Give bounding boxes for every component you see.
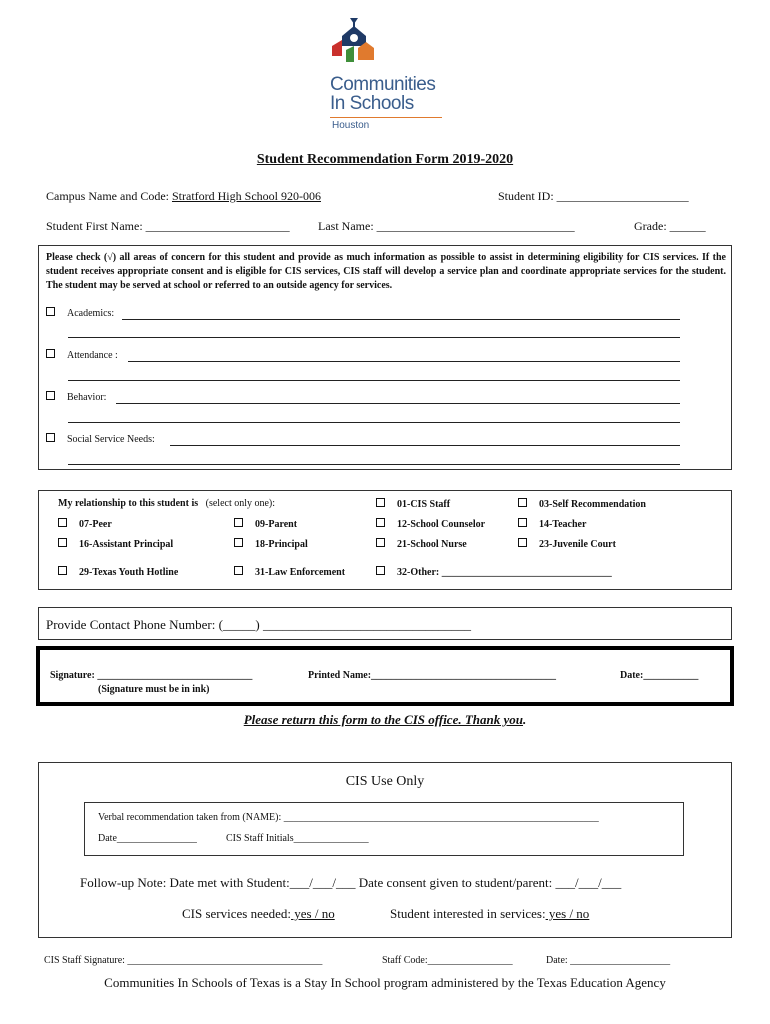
academics-line-2[interactable] [68,337,680,338]
option-label: 16-Assistant Principal [79,539,174,550]
option-label: 07-Peer [79,519,112,530]
cis-use-title: CIS Use Only [345,774,425,789]
verbal-recommendation-field[interactable]: Verbal recommendation taken from (NAME): _______________________________________________________________ [98,812,599,823]
return-note-text: Please return this form to the CIS office. Thank you [243,712,524,727]
cis-date-field[interactable]: Date________________ [98,833,197,844]
logo-mark-icon [328,16,378,64]
return-note-period: . [523,712,527,727]
attendance-line-2[interactable] [68,380,680,381]
option-label: 09-Parent [255,519,298,530]
social-service-line-1[interactable] [170,445,680,446]
academics-checkbox[interactable] [46,307,55,316]
option-label: 29-Texas Youth Hotline [79,567,179,578]
option-09-parent[interactable] [234,518,297,530]
checkbox-icon[interactable] [376,498,385,507]
concern-behavior[interactable] [46,391,106,403]
student-interested-value[interactable]: yes / no [545,906,590,921]
option-01-cis-staff[interactable] [376,498,450,510]
instructions-text: Please check (√) all areas of concern for this student and provide as much information as possible to assist in determining eligibility for CIS services. If the student receives appropriate consent and is eligible for CIS services, CIS staff will develop a service plan and coordinate appropriate services for the student. The student may be served at school or referred to an outside agency for services. [46,252,726,291]
logo-line2: In Schools [330,93,414,114]
option-12-counselor[interactable] [376,518,485,530]
checkbox-icon[interactable] [58,566,67,575]
behavior-line-2[interactable] [68,422,680,423]
footer-tagline: Communities In Schools of Texas is a Stay In School program administered by the Texas Education Agency [104,975,666,990]
student-id-field[interactable]: Student ID: ______________________ [498,189,689,203]
footer-date-field[interactable]: Date: ____________________ [546,955,671,966]
relationship-prompt [58,498,275,509]
option-31-law-enforcement[interactable] [234,566,345,578]
logo-rule [330,117,442,118]
behavior-line-1[interactable] [116,403,680,404]
option-14-teacher[interactable] [518,518,586,530]
concern-social-service[interactable] [46,433,155,445]
checkbox-icon[interactable] [234,518,243,527]
checkbox-icon[interactable] [518,518,527,527]
concern-label: Social Service Needs: [67,434,155,445]
staff-signature-field[interactable]: CIS Staff Signature: _______________________________________ [44,955,323,966]
cis-initials-field[interactable]: CIS Staff Initials_______________ [226,833,369,844]
checkbox-icon[interactable] [376,518,385,527]
last-name-field[interactable]: Last Name: _________________________________ [318,219,575,233]
grade-field[interactable]: Grade: ______ [634,219,706,233]
checkbox-icon[interactable] [376,566,385,575]
student-interested-label: Student interested in services: [390,906,546,921]
relationship-prompt-text: My relationship to this student is [58,498,199,509]
signature-date-field[interactable]: Date:___________ [620,670,699,681]
checkbox-icon[interactable] [58,538,67,547]
logo-line1: Communities [330,74,436,95]
logo-city: Houston [332,120,370,131]
option-label: 31-Law Enforcement [255,567,346,578]
option-03-self[interactable] [518,498,646,510]
staff-code-field[interactable]: Staff Code:_________________ [382,955,513,966]
academics-line-1[interactable] [122,319,680,320]
services-needed-label: CIS services needed: [182,906,292,921]
option-label: 23-Juvenile Court [539,539,616,550]
option-label: 21-School Nurse [397,539,467,550]
concern-academics[interactable] [46,307,114,319]
checkbox-icon[interactable] [518,498,527,507]
option-29-youth-hotline[interactable] [58,566,178,578]
option-32-other[interactable] [376,566,612,578]
option-label: 03-Self Recommendation [539,499,646,510]
campus-value[interactable]: Stratford High School 920-006 [171,189,321,203]
checkbox-icon[interactable] [234,538,243,547]
option-07-peer[interactable] [58,518,112,530]
checkbox-icon[interactable] [234,566,243,575]
option-label: 12-School Counselor [397,519,486,530]
option-23-juvenile-court[interactable] [518,538,616,550]
contact-phone-field[interactable]: Provide Contact Phone Number: (_____) ________________________________ [46,617,471,632]
behavior-checkbox[interactable] [46,391,55,400]
services-needed-value[interactable]: yes / no [291,906,335,921]
option-16-assistant-principal[interactable] [58,538,173,550]
services-needed-field[interactable] [182,906,335,922]
option-label: 14-Teacher [539,519,587,530]
printed-name-field[interactable]: Printed Name:_____________________________________ [308,670,557,681]
option-label: 18-Principal [255,539,308,550]
option-21-nurse[interactable] [376,538,467,550]
first-name-field[interactable]: Student First Name: ________________________ [46,219,290,233]
checkbox-icon[interactable] [376,538,385,547]
campus-field[interactable] [46,189,321,204]
attendance-checkbox[interactable] [46,349,55,358]
student-interested-field[interactable] [390,906,589,922]
cis-verbal-box [84,802,684,856]
option-label: 01-CIS Staff [397,499,451,510]
signature-field[interactable]: Signature: _______________________________ [50,670,253,681]
relationship-select-text: (select only one): [205,498,276,509]
checkbox-icon[interactable] [518,538,527,547]
social-service-checkbox[interactable] [46,433,55,442]
followup-note[interactable]: Follow-up Note: Date met with Student:___/___/___ Date consent given to student/parent: ___/___/___ [80,875,622,890]
checkbox-icon[interactable] [58,518,67,527]
concern-label: Academics: [67,308,115,319]
concern-label: Attendance : [67,350,118,361]
campus-label: Campus Name and Code: [46,189,169,203]
social-service-line-2[interactable] [68,464,680,465]
concern-attendance[interactable] [46,349,118,361]
logo [326,16,446,134]
option-label: 32-Other: __________________________________ [397,567,612,578]
concern-label: Behavior: [67,392,107,403]
attendance-line-1[interactable] [128,361,680,362]
signature-note: (Signature must be in ink) [98,684,210,695]
return-note [0,712,770,728]
option-18-principal[interactable] [234,538,308,550]
form-title: Student Recommendation Form 2019-2020 [256,152,514,167]
